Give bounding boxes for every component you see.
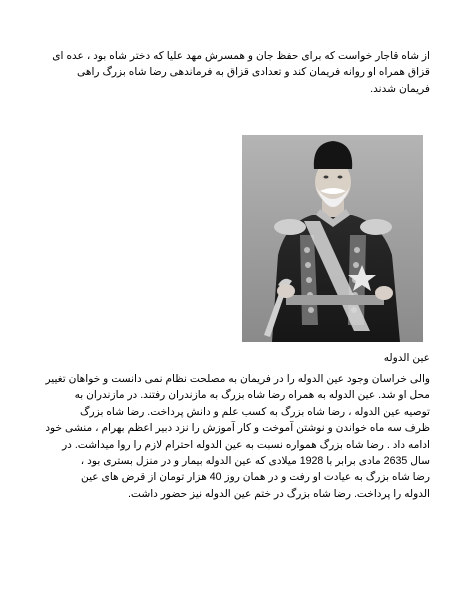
body-paragraph xyxy=(45,371,430,502)
body-line-5: ادامه داد . رضا شاه بزرگ همواره نسبت به عین الدوله احترام لازم را روا میداشت. در xyxy=(62,438,430,451)
intro-line-3: فریمان شدند. xyxy=(370,82,430,95)
body-line-8: الدوله را پرداخت. رضا شاه بزرگ در ختم عین الدوله نیز حضور داشت. xyxy=(127,487,430,500)
intro-line-1: از شاه قاجار خواست که برای حفظ جان و همسرش مهد علیا که دختر شاه بود ، عده ای xyxy=(52,50,430,62)
body-line-3: توصیه عین الدوله ، رضا شاه بزرگ به کسب علم و دانش پرداخت. رضا شاه بزرگ xyxy=(80,405,430,418)
body-line-4: ظرف سه ماه خواندن و نوشتن آموخت و کار آموزش را نزد دبیر اعظم بهرام ، منشی خود xyxy=(45,422,430,435)
body-line-2: محل او شد. عین الدوله به همراه رضا شاه بزرگ به مازندران رفتند. در مازندران به xyxy=(74,389,430,402)
intro-line-2: قزاق همراه او روانه فریمان کند و تعدادی قزاق به فرماندهی رضا شاه بزرگ راهی xyxy=(77,66,430,79)
body-line-7: رضا شاه بزرگ به عیادت او رفت و در همان روز 40 هزار تومان از قرض های عین xyxy=(81,471,430,484)
intro-paragraph xyxy=(52,48,430,97)
photo-caption: عین الدوله xyxy=(383,352,430,364)
body-line-1: والی خراسان وجود عین الدوله را در فریمان به مصلحت نظام نمی دانست و خواهان تغییر xyxy=(45,373,430,385)
body-line-6: سال 2635 مادی برابر با 1928 میلادی که عین الدوله بیمار و در منزل بستری بود ، xyxy=(80,455,430,468)
portrait-photo xyxy=(242,135,423,342)
